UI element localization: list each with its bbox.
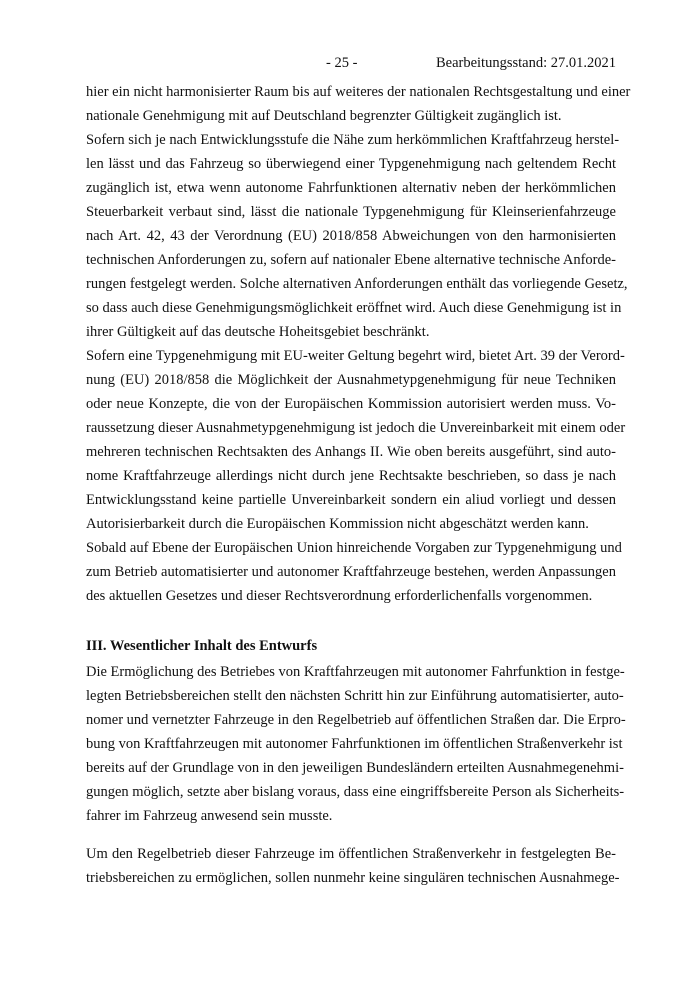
text-line: gungen möglich, setzte aber bislang voraus, dass eine eingriffsbereite Person als Sicherheits- (86, 784, 625, 800)
text-line: nung (EU) 2018/858 die Möglichkeit der Ausnahmetypgenehmigung für neue Techniken (86, 372, 616, 388)
text-line: len lässt und das Fahrzeug so überwiegend einer Typgenehmigung nach geltendem Recht (86, 156, 616, 172)
text-line: nome Kraftfahrzeuge allerdings nicht durch jene Rechtsakte beschrieben, so dass je nach (86, 468, 616, 484)
text-line: mehreren technischen Rechtsakten des Anhangs II. Wie oben bereits ausgeführt, sind auto- (86, 444, 616, 460)
text-line: Entwicklungsstand keine partielle Unvereinbarkeit sondern ein aliud vorliegt und dessen (86, 492, 616, 508)
text-line: Autorisierbarkeit durch die Europäischen Kommission nicht abgeschätzt werden kann. (86, 516, 589, 532)
text-line: fahrer im Fahrzeug anwesend sein musste. (86, 808, 333, 824)
text-line: Die Ermöglichung des Betriebes von Kraftfahrzeugen mit autonomer Fahrfunktion in festge- (86, 664, 625, 680)
text-line: so dass auch diese Genehmigungsmöglichkeit eröffnet wird. Auch diese Genehmigung ist in (86, 300, 622, 316)
revision-status: Bearbeitungsstand: 27.01.2021 (435, 55, 616, 71)
text-line: des aktuellen Gesetzes und dieser Rechtsverordnung erforderlichenfalls vorgenommen. (86, 588, 593, 604)
text-line: raussetzung dieser Ausnahmetypgenehmigung ist jedoch die Unvereinbarkeit mit einem oder (86, 420, 626, 436)
text-line: legten Betriebsbereichen stellt den nächsten Schritt hin zur Einführung automatisierter, auto- (86, 688, 624, 704)
text-line: Sofern sich je nach Entwicklungsstufe die Nähe zum herkömmlichen Kraftfahrzeug herstel- (86, 132, 620, 148)
text-line: Sofern eine Typgenehmigung mit EU-weiter Geltung begehrt wird, bietet Art. 39 der Verord- (86, 348, 625, 364)
text-line: hier ein nicht harmonisierter Raum bis auf weiteres der nationalen Rechtsgestaltung und einer (86, 84, 631, 100)
text-line: zugänglich ist, etwa wenn autonome Fahrfunktionen alternativ neben der herkömmlichen (86, 180, 616, 196)
text-line: Um den Regelbetrieb dieser Fahrzeuge im öffentlichen Straßenverkehr in festgelegten Be- (86, 846, 616, 862)
text-line: Steuerbarkeit verbaut sind, lässt die nationale Typgenehmigung für Kleinserienfahrzeuge (86, 204, 616, 220)
text-line: triebsbereichen zu ermöglichen, sollen nunmehr keine singulären technischen Ausnahmege- (86, 870, 620, 886)
text-line: bung von Kraftfahrzeugen mit autonomer Fahrfunktionen im öffentlichen Straßenverkehr ist (86, 736, 623, 752)
text-line: rungen festgelegt werden. Solche alternativen Anforderungen enthält das vorliegende Gesetz, (86, 276, 628, 292)
text-line: zum Betrieb automatisierter und autonomer Kraftfahrzeuge bestehen, werden Anpassungen (86, 564, 616, 580)
page-number: - 25 - (326, 55, 358, 71)
section-heading: III. Wesentlicher Inhalt des Entwurfs (86, 638, 318, 654)
text-line: technischen Anforderungen zu, sofern auf nationaler Ebene alternative technische Anforde- (86, 252, 616, 268)
text-line: oder neue Konzepte, die von der Europäischen Kommission autorisiert werden muss. Vo- (86, 396, 616, 412)
text-line: nach Art. 42, 43 der Verordnung (EU) 2018/858 Abweichungen von den harmonisierten (86, 228, 616, 244)
text-line: Sobald auf Ebene der Europäischen Union hinreichende Vorgaben zur Typgenehmigung und (86, 540, 622, 556)
text-line: bereits auf der Grundlage von in den jeweiligen Bundesländern erteilten Ausnahmegenehmi- (86, 760, 624, 776)
text-line: nomer und vernetzter Fahrzeuge in den Regelbetrieb auf öffentlichen Straßen dar. Die Erpro- (86, 712, 626, 728)
text-line: ihrer Gültigkeit auf das deutsche Hoheitsgebiet beschränkt. (86, 324, 430, 340)
text-line: nationale Genehmigung mit auf Deutschland begrenzter Gültigkeit zugänglich ist. (86, 108, 562, 124)
